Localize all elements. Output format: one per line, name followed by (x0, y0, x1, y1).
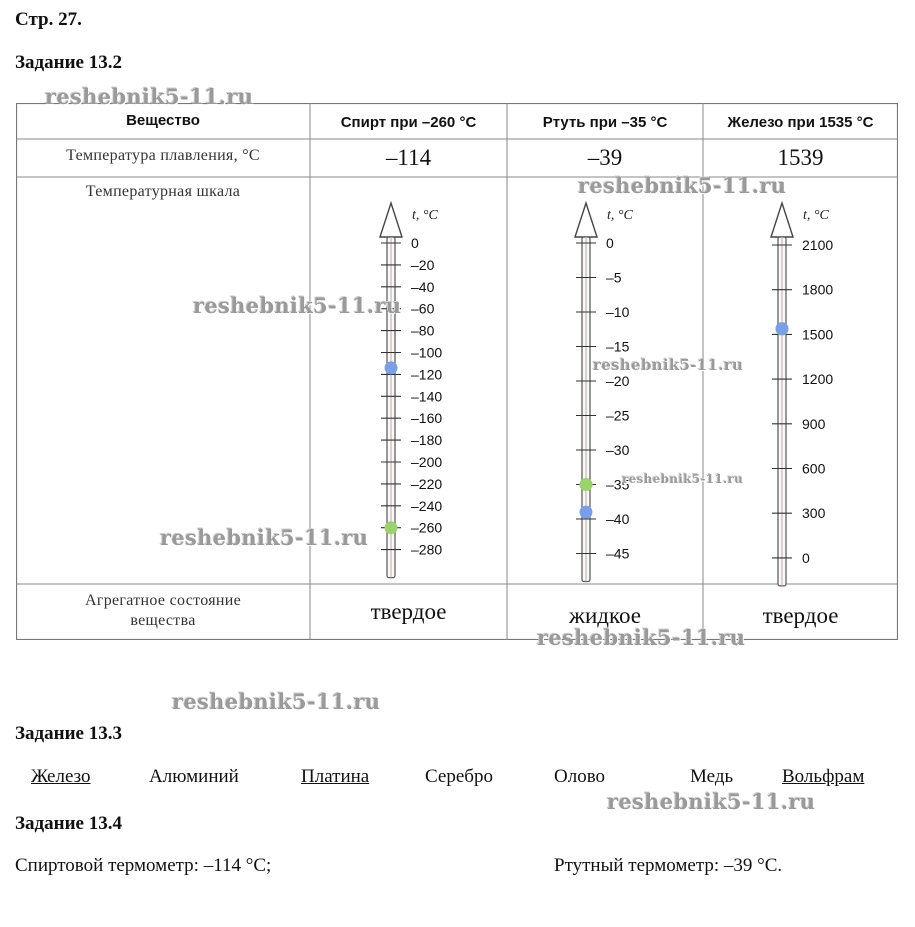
state-iron: твердое (762, 603, 839, 628)
tick-label: 900 (802, 415, 826, 432)
metal-tin: Олово (554, 766, 606, 787)
tick-label: –240 (411, 497, 443, 514)
melting-point-dot (776, 322, 789, 335)
watermark: reshebnik5-11.ru (607, 789, 816, 814)
axis-label: t, °C (607, 208, 633, 223)
watermark: reshebnik5-11.ru (537, 625, 746, 650)
task-13-2-heading: Задание 13.2 (15, 52, 122, 73)
melting-iron: 1539 (777, 145, 824, 170)
answer-mercury-thermometer: Ртутный термометр: –39 °С. (554, 855, 783, 876)
metal-silver: Серебро (425, 766, 493, 787)
axis-label: t, °C (412, 208, 438, 223)
tick-label: 1200 (802, 371, 834, 388)
tick-label: –40 (411, 278, 435, 295)
tick-label: –100 (411, 344, 443, 361)
tick-label: –30 (606, 442, 630, 458)
header-substance: Вещество (126, 112, 200, 129)
metal-copper: Медь (690, 766, 734, 787)
tick-label: –40 (606, 511, 630, 527)
row-label-state-2: вещества (130, 612, 196, 629)
tick-label: –160 (411, 410, 443, 427)
thermometer-iron (16, 103, 898, 640)
page-title: Стр. 27. (15, 9, 82, 30)
melting-mercury: –39 (587, 145, 623, 170)
state-mercury: жидкое (569, 603, 641, 628)
tick-label: 0 (411, 235, 419, 251)
tick-label: –140 (411, 388, 443, 405)
state-alcohol: твердое (370, 599, 447, 624)
metal-tungsten: Вольфрам (782, 766, 865, 787)
tick-label: 1500 (802, 326, 834, 343)
tick-label: –60 (411, 300, 435, 317)
tick-label: –15 (606, 338, 630, 355)
tick-label: –25 (606, 407, 630, 424)
metal-iron: Железо (31, 766, 91, 787)
metal-platinum: Платина (301, 766, 370, 787)
tick-label: –35 (606, 476, 630, 493)
tick-label: –45 (606, 545, 630, 562)
watermark: reshebnik5-11.ru (172, 689, 381, 714)
header-mercury: Ртуть при –35 °С (542, 114, 668, 131)
tick-label: 300 (802, 505, 826, 522)
watermark: reshebnik5-11.ru (578, 173, 787, 198)
tick-label: 2100 (802, 237, 834, 253)
tick-label: –280 (411, 541, 443, 558)
tick-label: 0 (606, 235, 614, 251)
watermark: reshebnik5-11.ru (593, 356, 744, 374)
axis-label: t, °C (803, 208, 829, 223)
tick-label: –260 (411, 519, 443, 536)
watermark: reshebnik5-11.ru (160, 525, 369, 550)
header-iron: Железо при 1535 °С (727, 114, 874, 131)
task-13-3-heading: Задание 13.3 (15, 723, 122, 744)
tick-label: –220 (411, 475, 443, 492)
tick-label: –5 (606, 269, 622, 286)
tick-label: –20 (411, 256, 435, 273)
melting-table (16, 103, 898, 640)
row-label-melting: Температура плавления, °С (66, 147, 260, 164)
axis-arrow-icon (771, 203, 793, 237)
watermark: reshebnik5-11.ru (193, 293, 402, 318)
tick-label: –80 (411, 322, 435, 339)
tick-label: 600 (802, 460, 826, 477)
task-13-4-heading: Задание 13.4 (15, 813, 122, 834)
tick-label: –180 (411, 432, 443, 449)
metal-aluminium: Алюминий (149, 766, 239, 787)
tick-label: –200 (411, 454, 443, 470)
answer-alcohol-thermometer: Спиртовой термометр: –114 °С; (15, 855, 272, 876)
tick-label: –120 (411, 366, 443, 383)
watermark: reshebnik5-11.ru (622, 472, 744, 486)
thermometer-svg (16, 103, 898, 640)
tick-label: 1800 (802, 281, 834, 298)
tick-label: –10 (606, 304, 630, 320)
watermark: reshebnik5-11.ru (45, 84, 254, 109)
tick-label: 0 (802, 549, 810, 566)
row-label-state-1: Агрегатное состояние (85, 592, 241, 609)
row-label-scale: Температурная шкала (85, 183, 241, 200)
header-alcohol: Спирт при –260 °С (340, 114, 477, 131)
melting-alcohol: –114 (385, 145, 432, 170)
tick-label: –20 (606, 373, 630, 389)
